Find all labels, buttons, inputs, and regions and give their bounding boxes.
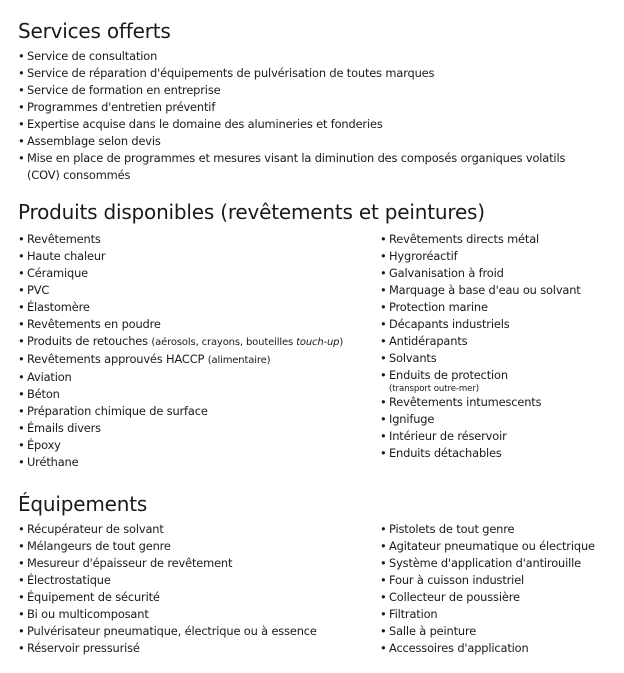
produits-list-right bbox=[380, 231, 618, 471]
list-item: • Enduits détachables bbox=[380, 445, 618, 462]
list-item: • Mesureur d'épaisseur de revêtement bbox=[18, 555, 380, 572]
list-item: • Hygroréactif bbox=[380, 248, 618, 265]
list-item: • Service de consultation bbox=[18, 48, 618, 65]
note-text: ) bbox=[339, 337, 344, 348]
equipements-list-right bbox=[380, 521, 618, 657]
list-item bbox=[18, 333, 380, 351]
list-item: • Élastomère bbox=[18, 299, 380, 316]
list-item: • Haute chaleur bbox=[18, 248, 380, 265]
list-item: • Agitateur pneumatique ou électrique bbox=[380, 538, 618, 555]
list-item: • Filtration bbox=[380, 606, 618, 623]
list-item: • Récupérateur de solvant bbox=[18, 521, 380, 538]
services-title: Services offerts bbox=[18, 19, 171, 43]
list-item: • Décapants industriels bbox=[380, 316, 618, 333]
list-item: • Préparation chimique de surface bbox=[18, 403, 380, 420]
equipements-columns bbox=[18, 521, 618, 657]
list-item: • Salle à peinture bbox=[380, 623, 618, 640]
list-item: • Réservoir pressurisé bbox=[18, 640, 380, 657]
list-item: • Mélangeurs de tout genre bbox=[18, 538, 380, 555]
list-item: • Revêtements directs métal bbox=[380, 231, 618, 248]
list-item: • Uréthane bbox=[18, 454, 380, 471]
produits-title: Produits disponibles (revêtements et peintures) bbox=[18, 200, 485, 224]
list-item: • Programmes d'entretien préventif bbox=[18, 99, 618, 116]
list-item: • Protection marine bbox=[380, 299, 618, 316]
services-list bbox=[18, 48, 618, 184]
list-item: • Système d'application d'antirouille bbox=[380, 555, 618, 572]
equipements-section bbox=[18, 491, 618, 657]
produits-list-left bbox=[18, 231, 380, 471]
list-item: • Béton bbox=[18, 386, 380, 403]
list-item: • Pulvérisateur pneumatique, électrique ou à essence bbox=[18, 623, 380, 640]
list-item: • Galvanisation à froid bbox=[380, 265, 618, 282]
list-item bbox=[18, 351, 380, 369]
note-italic: touch-up bbox=[296, 337, 340, 348]
list-item: • Solvants bbox=[380, 350, 618, 367]
list-item: • Intérieur de réservoir bbox=[380, 428, 618, 445]
list-item: • Service de réparation d'équipements de pulvérisation de toutes marques bbox=[18, 65, 618, 82]
list-item: • Ignifuge bbox=[380, 411, 618, 428]
list-item: • Pistolets de tout genre bbox=[380, 521, 618, 538]
list-item: • Service de formation en entreprise bbox=[18, 82, 618, 99]
list-item: • Bi ou multicomposant bbox=[18, 606, 380, 623]
list-item: • PVC bbox=[18, 282, 380, 299]
list-item: • Mise en place de programmes et mesures visant la diminution des composés organiques volatils (COV) consommés bbox=[18, 150, 567, 184]
list-item-label: Enduits de protection bbox=[389, 368, 508, 382]
equipements-list-left bbox=[18, 521, 380, 657]
list-item: • Marquage à base d'eau ou solvant bbox=[380, 282, 618, 299]
list-item: • Expertise acquise dans le domaine des alumineries et fonderies bbox=[18, 116, 618, 133]
list-item: • Assemblage selon devis bbox=[18, 133, 618, 150]
list-item: • Collecteur de poussière bbox=[380, 589, 618, 606]
list-item: • Revêtements intumescents bbox=[380, 394, 618, 411]
list-item: • Revêtements en poudre bbox=[18, 316, 380, 333]
list-item: • Four à cuisson industriel bbox=[380, 572, 618, 589]
list-item-note bbox=[151, 337, 343, 348]
list-item: • Céramique bbox=[18, 265, 380, 282]
list-item: • Émails divers bbox=[18, 420, 380, 437]
list-item: • Équipement de sécurité bbox=[18, 589, 380, 606]
list-item: • Accessoires d'application bbox=[380, 640, 618, 657]
produits-columns bbox=[18, 231, 618, 471]
list-item-label: Revêtements approuvés HACCP bbox=[27, 352, 205, 366]
list-item-label: Produits de retouches bbox=[27, 334, 148, 348]
produits-section bbox=[18, 199, 618, 471]
note-text: (aérosols, crayons, bouteilles bbox=[151, 337, 297, 348]
services-section bbox=[18, 18, 618, 184]
document-page bbox=[18, 18, 618, 657]
equipements-title: Équipements bbox=[18, 492, 148, 516]
list-item-note: (transport outre-mer) bbox=[389, 384, 480, 394]
list-item: • Électrostatique bbox=[18, 572, 380, 589]
list-item: • Antidérapants bbox=[380, 333, 618, 350]
list-item: • Aviation bbox=[18, 369, 380, 386]
list-item bbox=[380, 367, 618, 394]
list-item: • Revêtements bbox=[18, 231, 380, 248]
list-item-note: (alimentaire) bbox=[207, 355, 271, 366]
list-item: • Époxy bbox=[18, 437, 380, 454]
